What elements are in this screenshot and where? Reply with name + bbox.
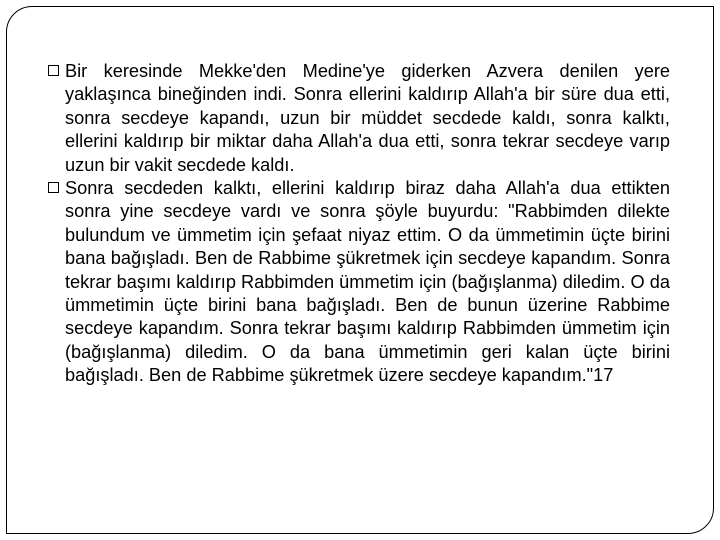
bullet-text-2: Sonra secdeden kalktı, ellerini kaldırıp biraz daha Allah'a dua ettikten sonra yine secdeye vardı ve sonra şöyle buyurdu: "Rabbimden dilekte bulundum ve ümmetim için şefaat niyaz ettim. O da ümmetimin üçte birini bana bağışladı. Ben de Rabbime şükretmek için secdeye kapandım. Sonra tekrar başımı kaldırıp Rabbimden ümmetim için (bağışlanma) diledim. O da ümmetimin üçte birini bana bağışladı. Ben de bunun üzerine Rabbime secdeye kapandım. Sonra tekrar başımı kaldırıp Rabbimden ümmetim için (bağışlanma) diledim. O da bana ümmetimin geri kalan üçte birini bağışladı. Ben de Rabbime şükretmek üzere secdeye kapandım."17 (65, 178, 670, 386)
slide-content (48, 60, 670, 388)
bullet-text-1: Bir keresinde Mekke'den Medine'ye giderken Azvera denilen yere yaklaşınca bineğinden indi. Sonra ellerini kaldırıp Allah'a bir süre dua etti, sonra secdeye kapandı, uzun bir müddet secdede kaldı, sonra kalktı, ellerini kaldırıp bir miktar daha Allah'a dua etti, sonra tekrar secdeye varıp uzun bir vakit secdede kaldı. (65, 61, 670, 175)
square-bullet-icon (48, 182, 59, 193)
square-bullet-icon (48, 65, 59, 76)
bullet-item-2 (48, 177, 670, 388)
bullet-item-1 (48, 60, 670, 177)
